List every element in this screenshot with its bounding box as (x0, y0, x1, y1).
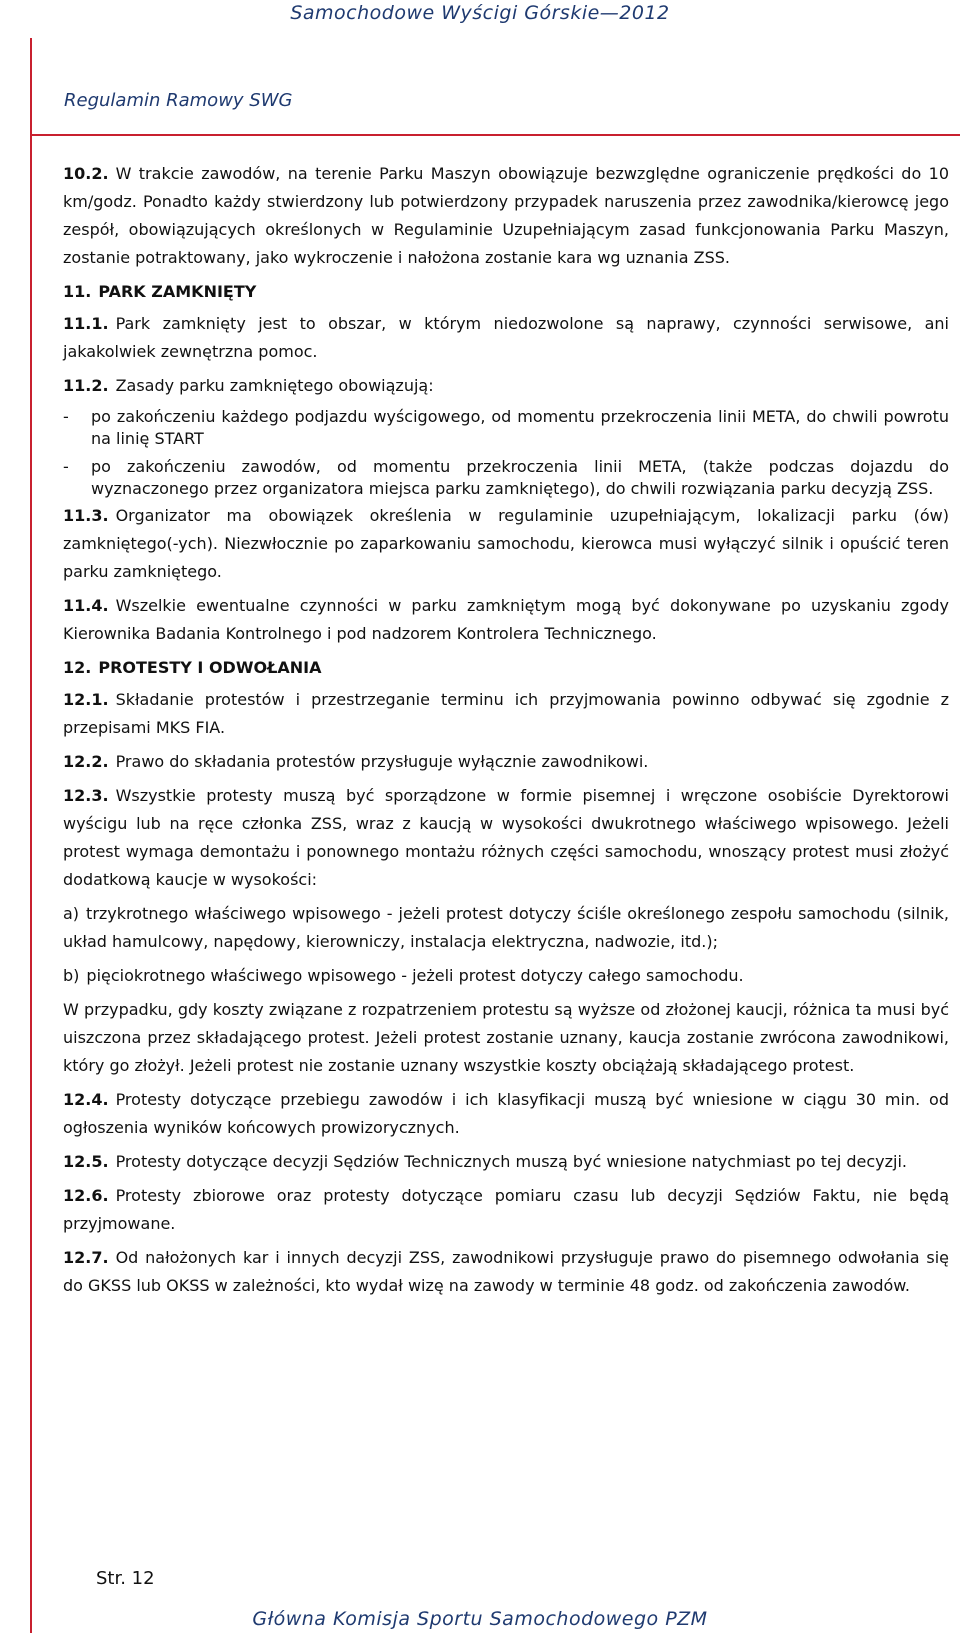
paragraph-text: W trakcie zawodów, na terenie Parku Maszyn obowiązuje bezwzględne ograniczenie prędkości do 10 km/godz. Ponadto każdy stwierdzony lub potwierdzony przypadek naruszenia przez zawodnika/kierowcę jego zespół, obowiązujących określonych w Regulaminie Uzupełniającym zasad funkcjonowania Parku Maszyn, zostanie potraktowany, jako wykroczenie i nałożona zostanie kara wg uznania ZSS. (63, 164, 949, 267)
list-dash: - (63, 407, 69, 426)
paragraph-number: 11.3. (63, 506, 109, 525)
list-label: a) (63, 904, 80, 923)
paragraph-number: 12.2. (63, 752, 109, 771)
paragraph-11-3 (63, 502, 949, 586)
section-number: 12. (63, 658, 92, 677)
paragraph-number: 10.2. (63, 164, 109, 183)
list-item (63, 456, 949, 500)
paragraph-12-3-a (63, 900, 949, 956)
paragraph-12-5 (63, 1148, 949, 1176)
paragraph-12-2 (63, 748, 949, 776)
paragraph-number: 12.3. (63, 786, 109, 805)
paragraph-number: 11.2. (63, 376, 109, 395)
paragraph-text: W przypadku, gdy koszty związane z rozpatrzeniem protestu są wyższe od złożonej kaucji, różnica ta musi być uiszczona przez składającego protest. Jeżeli protest zostanie uznany, kaucja zostanie zwrócona zawodnikowi, który go złożył. Jeżeli protest nie zostanie uznany wszystkie koszty obciążają składającego protest. (63, 1000, 949, 1075)
paragraph-text: Zasady parku zamkniętego obowiązują: (115, 376, 434, 395)
paragraph-11-2 (63, 372, 949, 400)
paragraph-number: 12.4. (63, 1090, 109, 1109)
list-label: b) (63, 966, 80, 985)
paragraph-11-1 (63, 310, 949, 366)
paragraph-text: Protesty dotyczące przebiegu zawodów i ich klasyfikacji muszą być wniesione w ciągu 30 min. od ogłoszenia wyników końcowych prowizorycznych. (63, 1090, 949, 1137)
paragraph-number: 12.6. (63, 1186, 109, 1205)
list-dash: - (63, 457, 69, 476)
paragraph-text: Wszystkie protesty muszą być sporządzone w formie pisemnej i wręczone osobiście Dyrektorowi wyścigu lub na ręce członka ZSS, wraz z kaucją w wysokości dwukrotnego właściwego wpisowego. Jeżeli protest wymaga demontażu i ponownego montażu różnych części samochodu, wnoszący protest musi złożyć dodatkową kaucje w wysokości: (63, 786, 949, 889)
header-rule (30, 134, 960, 136)
paragraph-number: 12.7. (63, 1248, 109, 1267)
paragraph-12-7 (63, 1244, 949, 1300)
paragraph-text: Wszelkie ewentualne czynności w parku zamkniętym mogą być dokonywane po uzyskaniu zgody Kierownika Badania Kontrolnego i pod nadzorem Kontrolera Technicznego. (63, 596, 949, 643)
paragraph-text: Prawo do składania protestów przysługuje wyłącznie zawodnikowi. (115, 752, 649, 771)
list-item-text: po zakończeniu zawodów, od momentu przekroczenia linii META, (także podczas dojazdu do wyznaczonego przez organizatora miejsca parku zamkniętego), do chwili rozwiązania parku decyzją ZSS. (91, 457, 949, 498)
section-number: 11. (63, 282, 92, 301)
section-heading-11 (63, 278, 949, 306)
paragraph-number: 12.1. (63, 690, 109, 709)
paragraph-10-2 (63, 160, 949, 272)
paragraph-12-3 (63, 782, 949, 894)
section-title: PROTESTY I ODWOŁANIA (98, 658, 322, 677)
document-header-subtitle: Regulamin Ramowy SWG (64, 90, 293, 111)
paragraph-12-6 (63, 1182, 949, 1238)
document-body (63, 160, 949, 1306)
list-item-text: po zakończeniu każdego podjazdu wyścigowego, od momentu przekroczenia linii META, do chwili powrotu na linię START (91, 407, 949, 448)
paragraph-text: Organizator ma obowiązek określenia w regulaminie uzupełniającym, lokalizacji parku (ów) zamkniętego(-ych). Niezwłocznie po zaparkowaniu samochodu, kierowca musi wyłączyć silnik i opuścić teren parku zamkniętego. (63, 506, 949, 581)
page-number: Str. 12 (96, 1568, 155, 1589)
paragraph-11-4 (63, 592, 949, 648)
paragraph-12-3-c (63, 996, 949, 1080)
paragraph-text: pięciokrotnego właściwego wpisowego - jeżeli protest dotyczy całego samochodu. (86, 966, 744, 985)
margin-line-vertical (30, 38, 32, 1633)
paragraph-text: Od nałożonych kar i innych decyzji ZSS, zawodnikowi przysługuje prawo do pisemnego odwołania się do GKSS lub OKSS w zależności, kto wydał wizę na zawody w terminie 48 godz. od zakończenia zawodów. (63, 1248, 949, 1295)
paragraph-text: Protesty zbiorowe oraz protesty dotyczące pomiaru czasu lub decyzji Sędziów Faktu, nie będą przyjmowane. (63, 1186, 949, 1233)
paragraph-number: 12.5. (63, 1152, 109, 1171)
paragraph-12-1 (63, 686, 949, 742)
paragraph-number: 11.1. (63, 314, 109, 333)
list-item (63, 406, 949, 450)
paragraph-12-3-b (63, 962, 949, 990)
paragraph-text: trzykrotnego właściwego wpisowego - jeżeli protest dotyczy ściśle określonego zespołu samochodu (silnik, układ hamulcowy, napędowy, kierowniczy, instalacja elektryczna, nadwozie, itd.); (63, 904, 949, 951)
paragraph-number: 11.4. (63, 596, 109, 615)
document-footer: Główna Komisja Sportu Samochodowego PZM (252, 1608, 708, 1630)
paragraph-text: Protesty dotyczące decyzji Sędziów Technicznych muszą być wniesione natychmiast po tej decyzji. (115, 1152, 907, 1171)
document-header-title: Samochodowe Wyścigi Górskie—2012 (290, 2, 670, 24)
section-title: PARK ZAMKNIĘTY (98, 282, 257, 301)
section-heading-12 (63, 654, 949, 682)
paragraph-text: Park zamknięty jest to obszar, w którym niedozwolone są naprawy, czynności serwisowe, ani jakakolwiek zewnętrzna pomoc. (63, 314, 949, 361)
paragraph-12-4 (63, 1086, 949, 1142)
paragraph-text: Składanie protestów i przestrzeganie terminu ich przyjmowania powinno odbywać się zgodnie z przepisami MKS FIA. (63, 690, 949, 737)
